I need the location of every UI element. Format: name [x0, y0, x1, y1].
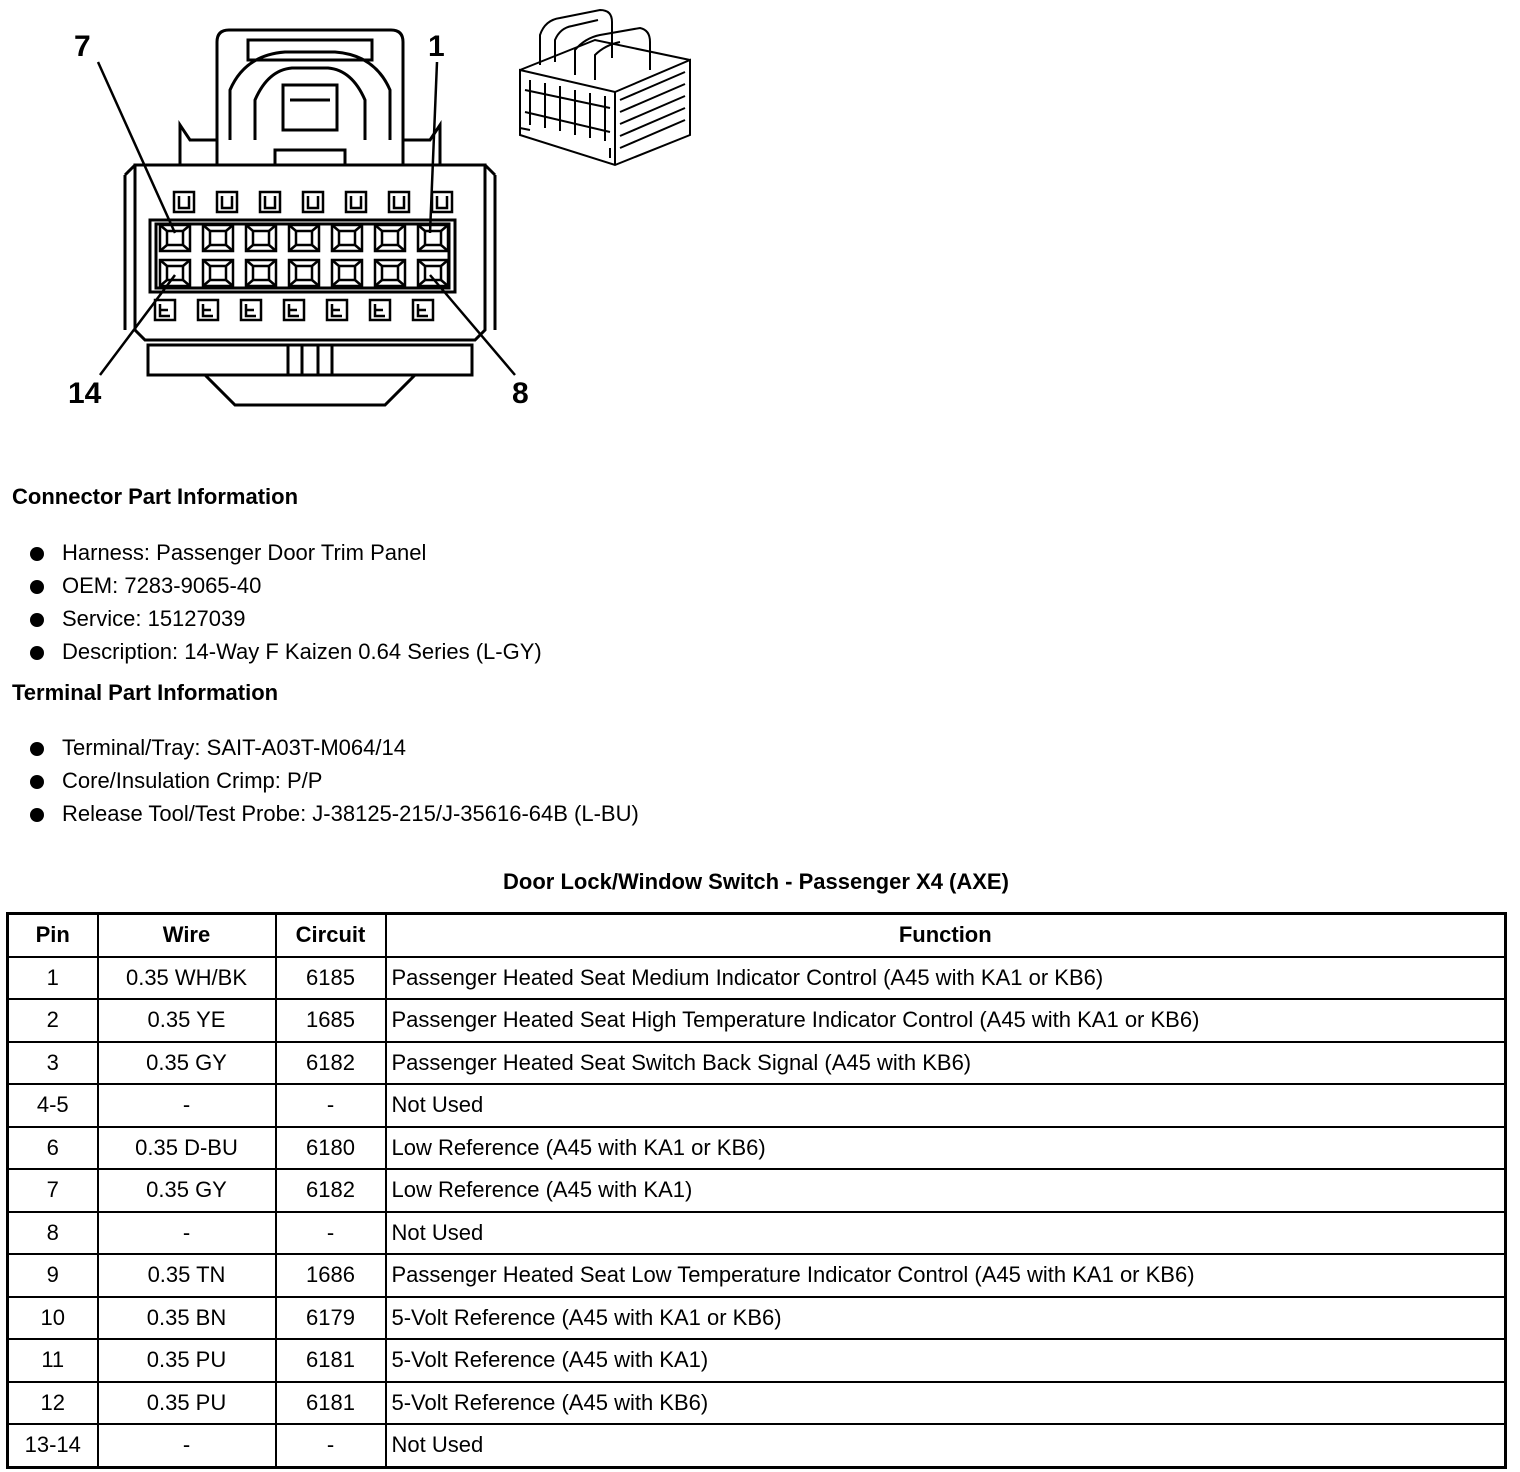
function-cell: 5-Volt Reference (A45 with KA1)	[386, 1339, 1506, 1382]
wire-cell: -	[98, 1424, 276, 1467]
function-cell: Passenger Heated Seat High Temperature Indicator Control (A45 with KA1 or KB6)	[386, 999, 1506, 1042]
table-row	[8, 999, 1506, 1042]
circuit-cell: 6182	[276, 1169, 386, 1212]
pin-cavity	[203, 260, 233, 286]
pin-cell: 11	[8, 1339, 98, 1382]
pin-cell: 4-5	[8, 1084, 98, 1127]
function-cell: Low Reference (A45 with KA1 or KB6)	[386, 1127, 1506, 1170]
table-header-row	[8, 914, 1506, 957]
pin-cavity	[289, 225, 319, 251]
pin-cavity	[160, 225, 190, 251]
pin-cell: 1	[8, 957, 98, 1000]
table-row	[8, 1042, 1506, 1085]
table-row	[8, 1339, 1506, 1382]
circuit-cell: 6179	[276, 1297, 386, 1340]
bullet-icon	[30, 775, 44, 789]
table-row	[8, 957, 1506, 1000]
pin-cavity	[289, 260, 319, 286]
pin-cavity	[246, 260, 276, 286]
wire-cell: 0.35 GY	[98, 1042, 276, 1085]
wire-cell: 0.35 GY	[98, 1169, 276, 1212]
pin-cavity	[375, 260, 405, 286]
function-cell: Low Reference (A45 with KA1)	[386, 1169, 1506, 1212]
function-cell: Not Used	[386, 1424, 1506, 1467]
table-row	[8, 1424, 1506, 1467]
pin-cell: 9	[8, 1254, 98, 1297]
wire-cell: 0.35 PU	[98, 1382, 276, 1425]
pinout-table	[6, 912, 1507, 1469]
bullet-icon	[30, 646, 44, 660]
header-wire: Wire	[98, 914, 276, 957]
header-circuit: Circuit	[276, 914, 386, 957]
pin-cavity	[203, 225, 233, 251]
circuit-cell: 1686	[276, 1254, 386, 1297]
connector-latch	[217, 30, 403, 165]
table-title: Door Lock/Window Switch - Passenger X4 (AXE)	[503, 869, 1009, 894]
table-row	[8, 1297, 1506, 1340]
table-row	[8, 1127, 1506, 1170]
circuit-cell: -	[276, 1084, 386, 1127]
table-row	[8, 1084, 1506, 1127]
function-cell: Passenger Heated Seat Medium Indicator Control (A45 with KA1 or KB6)	[386, 957, 1506, 1000]
pin-cell: 6	[8, 1127, 98, 1170]
bullet-icon	[30, 547, 44, 561]
wire-cell: 0.35 BN	[98, 1297, 276, 1340]
pin-cell: 12	[8, 1382, 98, 1425]
bullet-icon	[30, 808, 44, 822]
list-item: Terminal/Tray: SAIT-A03T-M064/14	[30, 731, 639, 764]
table-row	[8, 1254, 1506, 1297]
bullet-icon	[30, 580, 44, 594]
wire-cell: 0.35 TN	[98, 1254, 276, 1297]
circuit-cell: -	[276, 1424, 386, 1467]
pin-cavity	[418, 260, 448, 286]
pin-cavity	[160, 260, 190, 286]
function-cell: 5-Volt Reference (A45 with KB6)	[386, 1382, 1506, 1425]
function-cell: Passenger Heated Seat Switch Back Signal (A45 with KB6)	[386, 1042, 1506, 1085]
function-cell: Not Used	[386, 1212, 1506, 1255]
wire-cell: -	[98, 1084, 276, 1127]
terminal-info-list	[30, 731, 639, 830]
connector-3d-view	[520, 10, 690, 165]
pin-cavity	[332, 260, 362, 286]
table-row	[8, 1382, 1506, 1425]
circuit-cell: 6181	[276, 1339, 386, 1382]
circuit-cell: 6180	[276, 1127, 386, 1170]
list-item: OEM: 7283-9065-40	[30, 569, 542, 602]
wire-cell: -	[98, 1212, 276, 1255]
function-cell: 5-Volt Reference (A45 with KA1 or KB6)	[386, 1297, 1506, 1340]
bullet-icon	[30, 613, 44, 627]
pin-cavity	[332, 225, 362, 251]
wire-cell: 0.35 D-BU	[98, 1127, 276, 1170]
pin-label-8: 8	[512, 377, 529, 410]
pin-label-7: 7	[74, 30, 91, 63]
pin-cavity	[246, 225, 276, 251]
list-item: Service: 15127039	[30, 602, 542, 635]
circuit-cell: 6181	[276, 1382, 386, 1425]
pin-cell: 10	[8, 1297, 98, 1340]
circuit-cell: 6185	[276, 957, 386, 1000]
pin-label-14: 14	[68, 377, 102, 410]
pin-cavity	[375, 225, 405, 251]
list-item: Harness: Passenger Door Trim Panel	[30, 536, 542, 569]
connector-diagram	[0, 0, 760, 420]
function-cell: Passenger Heated Seat Low Temperature Indicator Control (A45 with KA1 or KB6)	[386, 1254, 1506, 1297]
list-item: Release Tool/Test Probe: J-38125-215/J-35616-64B (L-BU)	[30, 797, 639, 830]
pin-label-1: 1	[428, 30, 445, 63]
circuit-cell: 6182	[276, 1042, 386, 1085]
header-function: Function	[386, 914, 1506, 957]
pin-cell: 2	[8, 999, 98, 1042]
list-item: Description: 14-Way F Kaizen 0.64 Series (L-GY)	[30, 635, 542, 668]
list-item: Core/Insulation Crimp: P/P	[30, 764, 639, 797]
circuit-cell: 1685	[276, 999, 386, 1042]
wire-cell: 0.35 PU	[98, 1339, 276, 1382]
pin-cell: 7	[8, 1169, 98, 1212]
bullet-icon	[30, 742, 44, 756]
connector-info-list	[30, 536, 542, 668]
function-cell: Not Used	[386, 1084, 1506, 1127]
wire-cell: 0.35 YE	[98, 999, 276, 1042]
pin-cell: 13-14	[8, 1424, 98, 1467]
connector-info-title: Connector Part Information	[12, 484, 299, 509]
pin-cell: 3	[8, 1042, 98, 1085]
pin-cell: 8	[8, 1212, 98, 1255]
wire-cell: 0.35 WH/BK	[98, 957, 276, 1000]
header-pin: Pin	[8, 914, 98, 957]
circuit-cell: -	[276, 1212, 386, 1255]
table-row	[8, 1169, 1506, 1212]
pin-cavity	[418, 225, 448, 251]
terminal-info-title: Terminal Part Information	[12, 680, 279, 705]
table-row	[8, 1212, 1506, 1255]
